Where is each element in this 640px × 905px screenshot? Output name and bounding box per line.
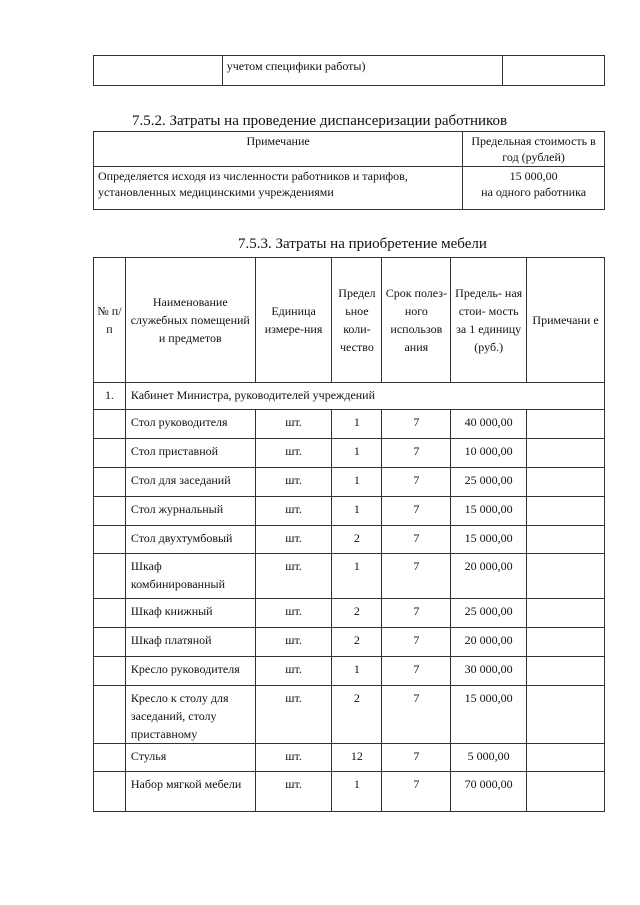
table-header-row [94,258,605,383]
item-num [94,686,126,744]
item-term: 7 [382,657,451,686]
item-term: 7 [382,772,451,812]
item-note [527,497,605,526]
item-unit: шт. [255,628,332,657]
item-note [527,744,605,772]
item-note [527,554,605,599]
header-note: Примечани е [527,258,605,383]
header-unit: Единица измере-ния [255,258,332,383]
header-term: Срок полез- ного использов ания [382,258,451,383]
item-name: Стол приставной [125,439,255,468]
item-num [94,599,126,628]
item-price: 40 000,00 [451,410,527,439]
item-note [527,410,605,439]
table-row [94,686,605,744]
item-unit: шт. [255,410,332,439]
item-quantity: 1 [332,410,382,439]
table-row [94,744,605,772]
item-unit: шт. [255,554,332,599]
item-quantity: 1 [332,439,382,468]
table-row [94,167,605,210]
item-name: Шкаф платяной [125,628,255,657]
item-quantity: 2 [332,599,382,628]
item-name: Стулья [125,744,255,772]
item-quantity: 2 [332,628,382,657]
item-quantity: 1 [332,657,382,686]
item-quantity: 1 [332,554,382,599]
item-unit: шт. [255,657,332,686]
item-term: 7 [382,526,451,554]
header-num: № п/п [94,258,126,383]
furniture-table [93,257,605,812]
table-row [94,56,605,86]
item-price: 30 000,00 [451,657,527,686]
item-num [94,526,126,554]
item-num [94,744,126,772]
header-name: Наименование служебных помещений и предметов [125,258,255,383]
item-num [94,439,126,468]
item-price: 5 000,00 [451,744,527,772]
table-row [94,439,605,468]
medical-exam-table [93,131,605,210]
item-term: 7 [382,439,451,468]
table-row [94,410,605,439]
table-row [94,554,605,599]
item-name: Шкаф комбинированный [125,554,255,599]
table-cell: учетом специфики работы) [222,56,502,86]
table-cell [503,56,605,86]
item-unit: шт. [255,744,332,772]
table-header-row [94,132,605,167]
item-num [94,657,126,686]
item-term: 7 [382,628,451,657]
item-quantity: 2 [332,526,382,554]
item-quantity: 2 [332,686,382,744]
table-row [94,497,605,526]
item-note [527,468,605,497]
item-name: Кресло к столу для заседаний, столу приставному [125,686,255,744]
table-row [94,468,605,497]
item-price: 10 000,00 [451,439,527,468]
item-name: Стол журнальный [125,497,255,526]
price-value: 15 000,00 [509,169,558,183]
item-unit: шт. [255,686,332,744]
item-price: 20 000,00 [451,628,527,657]
item-quantity: 1 [332,468,382,497]
item-num [94,554,126,599]
table-row [94,628,605,657]
row-note: Определяется исходя из численности работников и тарифов, установленных медицинскими учреждениями [94,167,463,210]
item-note [527,526,605,554]
table-row [94,599,605,628]
item-term: 7 [382,744,451,772]
item-num [94,497,126,526]
table-row [94,772,605,812]
price-note: на одного работника [481,185,587,199]
table-row [94,657,605,686]
item-term: 7 [382,686,451,744]
item-quantity: 12 [332,744,382,772]
header-price: Предель- ная стои- мость за 1 единицу (руб.) [451,258,527,383]
item-name: Кресло руководителя [125,657,255,686]
row-price [463,167,605,210]
section-heading-752: 7.5.2. Затраты на проведение диспансеризации работников [132,113,508,129]
item-note [527,439,605,468]
item-term: 7 [382,554,451,599]
item-term: 7 [382,497,451,526]
item-name: Шкаф книжный [125,599,255,628]
header-price: Предельная стоимость в год (рублей) [463,132,605,167]
item-name: Стол для заседаний [125,468,255,497]
item-quantity: 1 [332,772,382,812]
header-qty: Предел ьное коли- чество [332,258,382,383]
item-name: Стол руководителя [125,410,255,439]
table-cell [94,56,223,86]
item-price: 15 000,00 [451,526,527,554]
group-row [94,383,605,410]
item-name: Стол двухтумбовый [125,526,255,554]
item-term: 7 [382,599,451,628]
item-note [527,686,605,744]
item-note [527,657,605,686]
item-note [527,599,605,628]
item-price: 25 000,00 [451,468,527,497]
item-unit: шт. [255,526,332,554]
item-unit: шт. [255,599,332,628]
item-num [94,628,126,657]
item-price: 15 000,00 [451,497,527,526]
item-price: 25 000,00 [451,599,527,628]
table-row [94,526,605,554]
item-price: 70 000,00 [451,772,527,812]
item-term: 7 [382,468,451,497]
item-note [527,772,605,812]
group-num: 1. [94,383,126,410]
item-price: 15 000,00 [451,686,527,744]
item-term: 7 [382,410,451,439]
item-unit: шт. [255,772,332,812]
item-quantity: 1 [332,497,382,526]
header-note: Примечание [94,132,463,167]
previous-table-fragment [93,55,605,86]
item-price: 20 000,00 [451,554,527,599]
item-unit: шт. [255,468,332,497]
section-heading-753: 7.5.3. Затраты на приобретение мебели [238,236,487,252]
item-note [527,628,605,657]
item-num [94,410,126,439]
item-unit: шт. [255,497,332,526]
item-name: Набор мягкой мебели [125,772,255,812]
group-label: Кабинет Министра, руководителей учреждений [125,383,604,410]
item-num [94,468,126,497]
item-num [94,772,126,812]
item-unit: шт. [255,439,332,468]
